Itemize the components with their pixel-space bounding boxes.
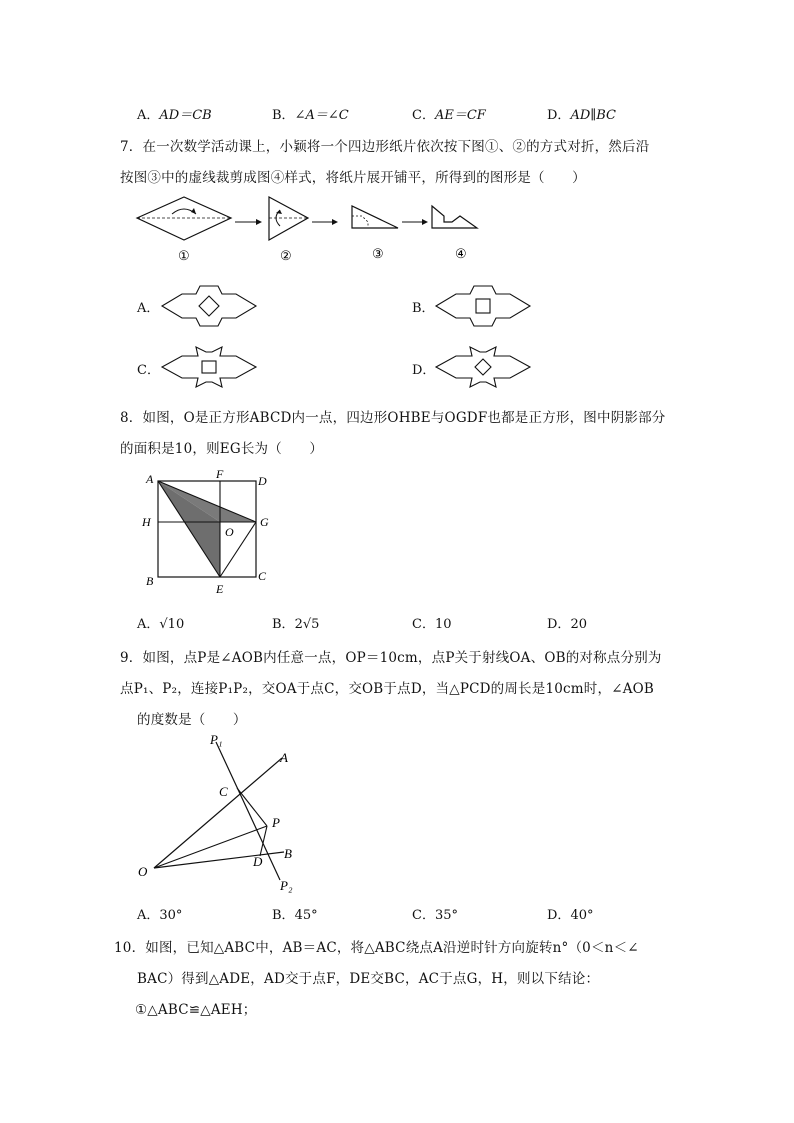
q7-option-d-label[interactable]: D． (412, 363, 436, 378)
q7-stem-line1: 7．在一次数学活动课上，小颖将一个四边形纸片依次按下图①、②的方式对折，然后沿 (120, 139, 650, 155)
point-p1-label: P₁ (210, 732, 223, 747)
q10-stem-line3: ①△ABC≌△AEH； (135, 1002, 257, 1018)
vertex-a-label: A (146, 472, 154, 486)
q6-option-d[interactable] (547, 104, 616, 123)
fold-step-4-cut-shape (432, 206, 477, 228)
ray-oa (154, 758, 282, 868)
q9-option-d[interactable] (547, 904, 593, 923)
q7-option-d-shape[interactable] (434, 344, 532, 390)
fold-step-2-triangle (269, 197, 308, 240)
option-letter: A． (137, 617, 160, 632)
point-p-label: P (272, 815, 280, 830)
point-b-label: B (284, 846, 292, 861)
q7-option-b-shape[interactable] (434, 284, 532, 328)
option-letter: D． (547, 908, 571, 923)
q9-stem-line1: 9．如图，点P是∠AOB内任意一点，OP＝10cm，点P关于射线OA、OB的对称点分别为 (120, 650, 662, 666)
option-letter: B． (272, 908, 295, 923)
option-letter: C． (412, 617, 435, 632)
step-label-3: ③ (372, 246, 384, 261)
q9-stem-line2: 点P₁、P₂，连接P₁P₂，交OA于点C，交OB于点D，当△PCD的周长是10cm时，∠AOB (120, 681, 655, 697)
q9-stem-line3: 的度数是（ ） (137, 712, 247, 728)
q6-option-a[interactable] (137, 104, 212, 123)
q7-stem-line2: 按图③中的虚线裁剪成图④样式，将纸片展开铺平，所得到的图形是（ ） (120, 170, 586, 186)
arrow-3-icon (402, 219, 428, 225)
option-text: AD∥BC (570, 108, 616, 123)
option-letter: C． (412, 108, 435, 123)
q6-option-c[interactable] (412, 104, 486, 123)
point-a-label: A (280, 750, 288, 765)
vertex-c-label: C (258, 569, 267, 583)
option-text: 10 (434, 617, 452, 632)
option-text: 2√5 (294, 617, 320, 632)
q7-option-a-shape[interactable] (160, 284, 258, 328)
option-letter: A． (137, 908, 160, 923)
segment-op (154, 826, 267, 868)
ray-ob (154, 852, 284, 868)
q9-option-b[interactable] (272, 904, 318, 923)
option-letter: D． (547, 108, 571, 123)
vertex-f-label: F (216, 467, 224, 481)
option-text: 40° (570, 908, 594, 923)
arrow-2-icon (312, 219, 338, 225)
option-text: 20 (570, 617, 587, 632)
option-text: AE＝CF (434, 108, 486, 123)
q7-option-c-label[interactable]: C． (137, 363, 160, 378)
q8-stem-line1: 8．如图，O是正方形ABCD内一点，四边形OHBE与OGDF也都是正方形，图中阴影部分 (120, 410, 666, 426)
option-letter: D． (547, 617, 571, 632)
option-letter: B． (272, 617, 295, 632)
option-text: AD＝CB (159, 108, 212, 123)
vertex-h-label: H (142, 515, 151, 529)
point-c-label: C (219, 784, 228, 799)
q8-square-figure (138, 467, 278, 601)
point-d-label: D (253, 854, 263, 869)
q10-stem-line1: 10．如图，已知△ABC中，AB＝AC，将△ABC绕点A沿逆时针方向旋转n°（0＜n＜∠ (114, 940, 639, 956)
vertex-o-label: O (225, 525, 234, 539)
q7-folding-steps-figure (132, 192, 492, 264)
q9-option-c[interactable] (412, 904, 458, 923)
step-label-1: ① (178, 248, 190, 263)
q8-stem-line2: 的面积是10，则EG长为（ ） (120, 441, 324, 457)
q8-option-c[interactable] (412, 613, 452, 632)
option-text: 45° (294, 908, 318, 923)
step-label-2: ② (280, 248, 292, 263)
step-label-4: ④ (455, 246, 467, 261)
option-letter: C． (412, 908, 435, 923)
segment-pd (260, 826, 267, 856)
fold-step-3-cut-triangle (352, 206, 398, 228)
q10-stem-line2: BAC）得到△ADE，AD交于点F，DE交BC，AC于点G，H，则以下结论： (137, 971, 600, 987)
q7-option-b-label[interactable]: B． (412, 301, 435, 316)
q9-reflection-figure (132, 730, 302, 895)
arrow-1-icon (235, 219, 262, 225)
q6-option-b[interactable] (272, 104, 349, 123)
q8-option-a[interactable] (137, 613, 184, 632)
q8-option-d[interactable] (547, 613, 587, 632)
option-text: ∠A＝∠C (294, 108, 349, 123)
vertex-b-label: B (146, 574, 154, 588)
vertex-g-label: G (260, 515, 269, 529)
q8-option-b[interactable] (272, 613, 319, 632)
option-letter: B． (272, 108, 295, 123)
point-o-label: O (138, 864, 148, 879)
option-letter: A． (137, 108, 160, 123)
vertex-e-label: E (216, 582, 224, 596)
option-text: 35° (434, 908, 458, 923)
fold-step-1-rhombus (137, 197, 231, 240)
q9-option-a[interactable] (137, 904, 182, 923)
q7-option-a-label[interactable]: A． (137, 301, 160, 316)
q7-option-c-shape[interactable] (160, 344, 258, 390)
option-text: √10 (159, 617, 185, 632)
vertex-d-label: D (258, 474, 267, 488)
option-text: 30° (159, 908, 183, 923)
point-p2-label: P₂ (280, 878, 293, 893)
